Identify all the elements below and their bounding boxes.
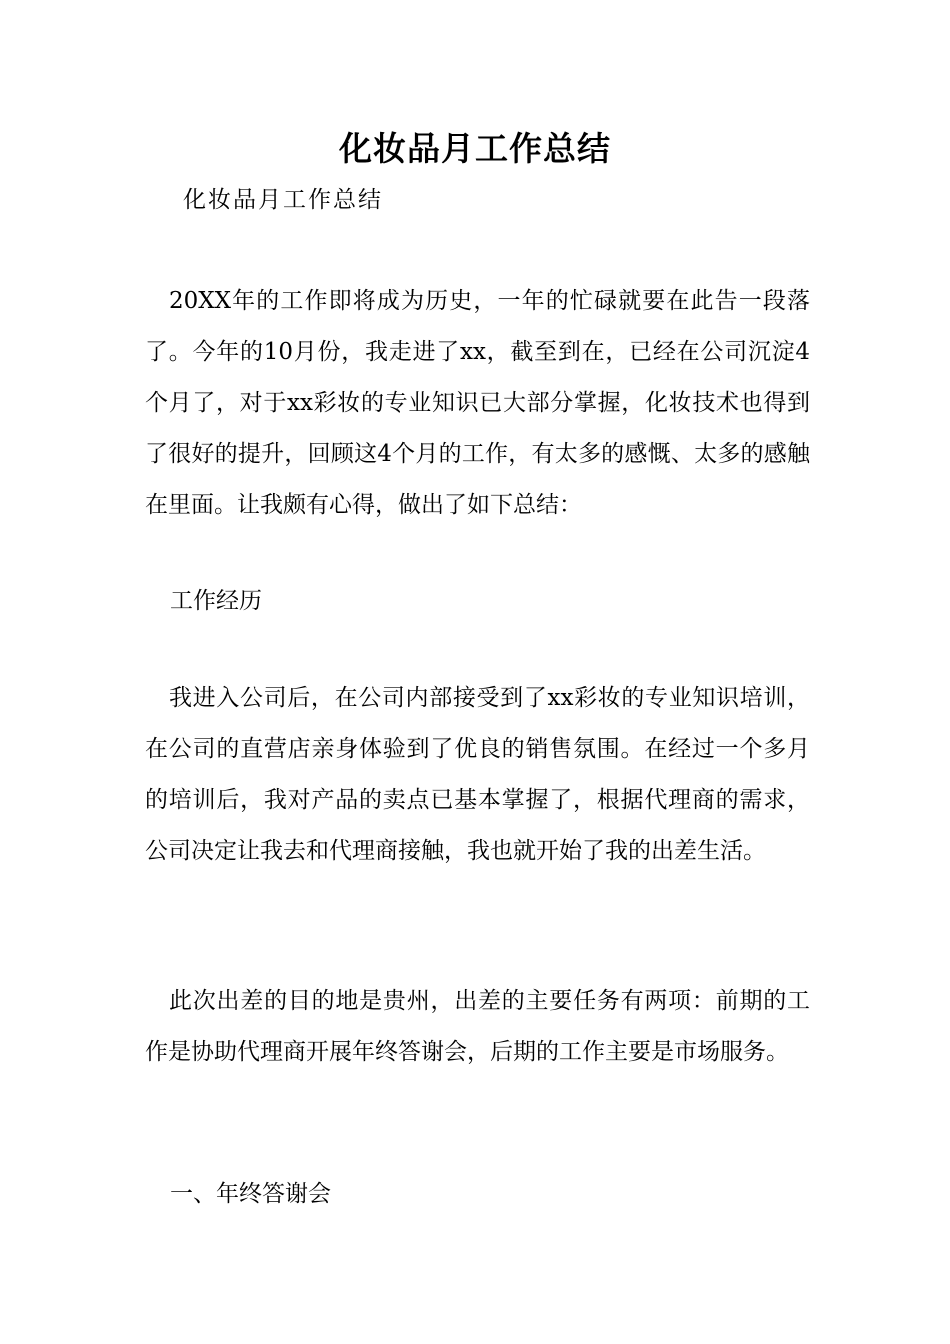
intro-paragraph: 20XX年的工作即将成为历史，一年的忙碌就要在此告一段落了。今年的10月份，我走进了xx，截至到在，已经在公司沉淀4个月了，对于xx彩妆的专业知识已大部分掌握，化妆技术也得到了很好的提升，回顾这4个月的工作，有太多的感慨、太多的感触在里面。让我颇有心得，做出了如下总结： [145, 288, 810, 518]
section-heading-year-end-event: 一、年终答谢会 [170, 1181, 331, 1207]
work-experience-paragraph-2: 此次出差的目的地是贵州，出差的主要任务有两项：前期的工作是协助代理商开展年终答谢会，后期的工作主要是市场服务。 [145, 988, 810, 1065]
document-title: 化妆品月工作总结 [339, 129, 611, 168]
section-heading-work-experience: 工作经历 [170, 588, 262, 614]
work-experience-paragraph-1: 我进入公司后，在公司内部接受到了xx彩妆的专业知识培训，在公司的直营店亲身体验到了优良的销售氛围。在经过一个多月的培训后，我对产品的卖点已基本掌握了，根据代理商的需求，公司决定让我去和代理商接触，我也就开始了我的出差生活。 [145, 685, 810, 864]
document-subtitle: 化妆品月工作总结 [183, 187, 383, 213]
